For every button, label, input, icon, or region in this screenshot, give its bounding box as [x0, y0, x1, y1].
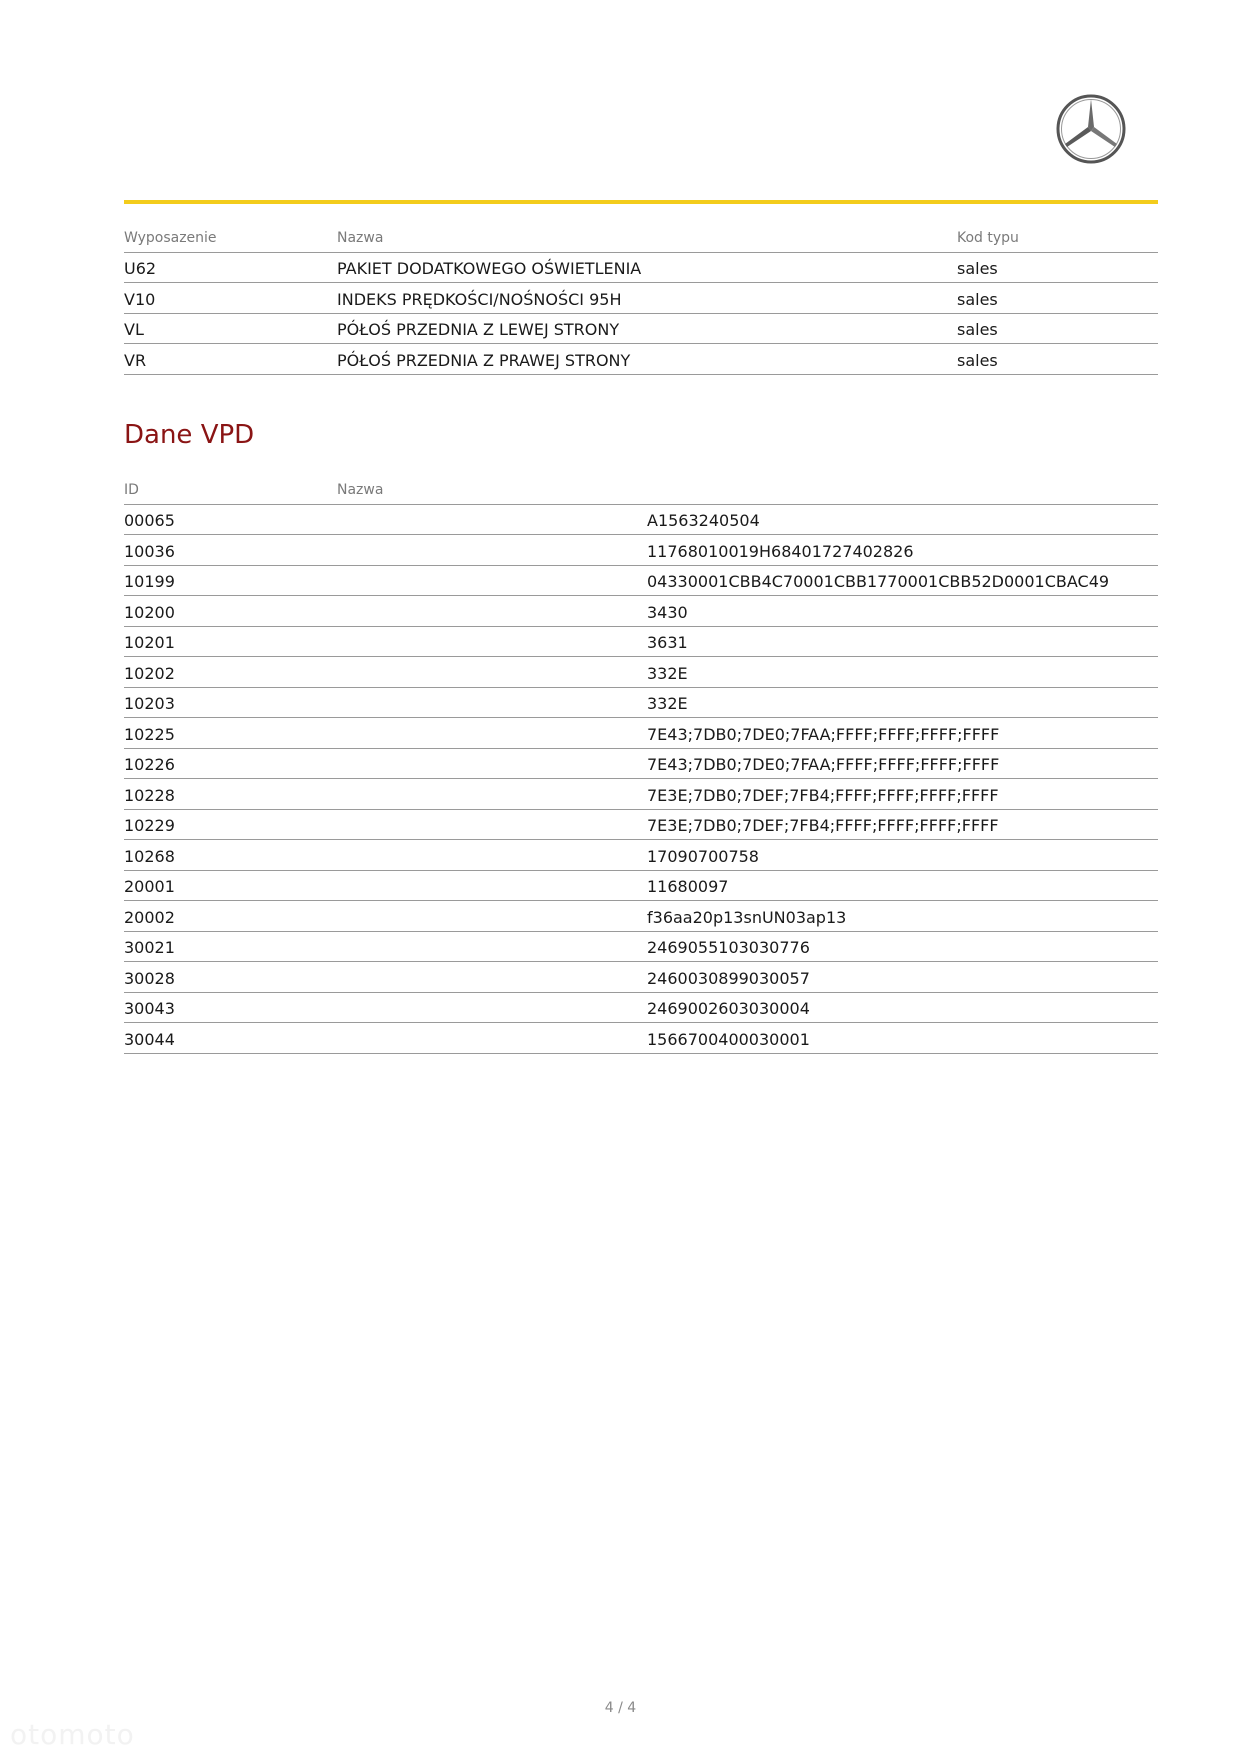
vpd-id-cell: 10202	[124, 657, 337, 688]
vpd-id-cell: 10199	[124, 565, 337, 596]
vpd-row	[124, 1023, 1158, 1054]
vpd-id-cell: 10203	[124, 687, 337, 718]
vpd-name-cell	[337, 687, 647, 718]
vpd-id-cell: 10225	[124, 718, 337, 749]
vpd-value-cell: 332E	[647, 657, 1158, 688]
equipment-row	[124, 283, 1158, 314]
vpd-value-cell: 04330001CBB4C70001CBB1770001CBB52D0001CBAC49	[647, 565, 1158, 596]
vpd-row	[124, 504, 1158, 535]
vpd-value-cell: 332E	[647, 687, 1158, 718]
vpd-name-cell	[337, 870, 647, 901]
vpd-name-cell	[337, 992, 647, 1023]
equipment-type-cell: sales	[957, 252, 1158, 283]
vpd-row	[124, 657, 1158, 688]
vpd-value-cell: 11768010019H68401727402826	[647, 535, 1158, 566]
vpd-value-cell: 3631	[647, 626, 1158, 657]
vpd-value-cell: 2469055103030776	[647, 931, 1158, 962]
vpd-row	[124, 870, 1158, 901]
vpd-id-cell: 30021	[124, 931, 337, 962]
vpd-header-id: ID	[124, 474, 337, 504]
vpd-row	[124, 962, 1158, 993]
vpd-value-cell: 7E43;7DB0;7DE0;7FAA;FFFF;FFFF;FFFF;FFFF	[647, 718, 1158, 749]
vpd-name-cell	[337, 1023, 647, 1054]
vpd-id-cell: 10200	[124, 596, 337, 627]
equipment-header-name: Nazwa	[337, 222, 957, 252]
equipment-type-cell: sales	[957, 283, 1158, 314]
equipment-name-cell: PÓŁOŚ PRZEDNIA Z LEWEJ STRONY	[337, 313, 957, 344]
equipment-name-cell: PAKIET DODATKOWEGO OŚWIETLENIA	[337, 252, 957, 283]
equipment-type-cell: sales	[957, 344, 1158, 375]
vpd-row	[124, 840, 1158, 871]
accent-divider	[124, 200, 1158, 204]
equipment-row	[124, 252, 1158, 283]
equipment-header-code: Wyposazenie	[124, 222, 337, 252]
equipment-code-cell: V10	[124, 283, 337, 314]
equipment-row	[124, 344, 1158, 375]
vpd-row	[124, 809, 1158, 840]
vpd-id-cell: 20001	[124, 870, 337, 901]
vpd-id-cell: 10268	[124, 840, 337, 871]
vpd-id-cell: 20002	[124, 901, 337, 932]
vpd-name-cell	[337, 901, 647, 932]
equipment-table	[124, 222, 1158, 375]
vpd-row	[124, 779, 1158, 810]
vpd-id-cell: 10228	[124, 779, 337, 810]
vpd-value-cell: 1566700400030001	[647, 1023, 1158, 1054]
vpd-row	[124, 687, 1158, 718]
vpd-name-cell	[337, 779, 647, 810]
vpd-value-cell: f36aa20p13snUN03ap13	[647, 901, 1158, 932]
vpd-name-cell	[337, 596, 647, 627]
section-title-vpd: Dane VPD	[124, 420, 255, 450]
vpd-row	[124, 992, 1158, 1023]
vpd-name-cell	[337, 962, 647, 993]
watermark-logo: otomoto	[10, 1718, 135, 1751]
page-number: 4 / 4	[604, 1700, 637, 1716]
vpd-id-cell: 30043	[124, 992, 337, 1023]
vpd-id-cell: 10229	[124, 809, 337, 840]
vpd-name-cell	[337, 809, 647, 840]
equipment-code-cell: VR	[124, 344, 337, 375]
vpd-row	[124, 596, 1158, 627]
equipment-code-cell: U62	[124, 252, 337, 283]
vpd-id-cell: 30044	[124, 1023, 337, 1054]
vpd-id-cell: 00065	[124, 504, 337, 535]
vpd-row	[124, 718, 1158, 749]
vpd-id-cell: 10036	[124, 535, 337, 566]
mercedes-star-icon	[1055, 93, 1127, 165]
vpd-header-row	[124, 474, 1158, 504]
vpd-name-cell	[337, 718, 647, 749]
vpd-id-cell: 10201	[124, 626, 337, 657]
vpd-value-cell: 7E3E;7DB0;7DEF;7FB4;FFFF;FFFF;FFFF;FFFF	[647, 809, 1158, 840]
vpd-row	[124, 565, 1158, 596]
vpd-row	[124, 901, 1158, 932]
vpd-value-cell: 7E43;7DB0;7DE0;7FAA;FFFF;FFFF;FFFF;FFFF	[647, 748, 1158, 779]
vpd-id-cell: 30028	[124, 962, 337, 993]
equipment-header-row	[124, 222, 1158, 252]
vpd-name-cell	[337, 931, 647, 962]
vpd-value-cell: A1563240504	[647, 504, 1158, 535]
equipment-name-cell: PÓŁOŚ PRZEDNIA Z PRAWEJ STRONY	[337, 344, 957, 375]
vpd-row	[124, 626, 1158, 657]
vpd-row	[124, 748, 1158, 779]
vpd-value-cell: 3430	[647, 596, 1158, 627]
vpd-row	[124, 535, 1158, 566]
vpd-header-name: Nazwa	[337, 474, 647, 504]
equipment-name-cell: INDEKS PRĘDKOŚCI/NOŚNOŚCI 95H	[337, 283, 957, 314]
vpd-name-cell	[337, 626, 647, 657]
vpd-table	[124, 474, 1158, 1054]
vpd-value-cell: 17090700758	[647, 840, 1158, 871]
vpd-value-cell: 7E3E;7DB0;7DEF;7FB4;FFFF;FFFF;FFFF;FFFF	[647, 779, 1158, 810]
vpd-value-cell: 11680097	[647, 870, 1158, 901]
vpd-header-value	[647, 474, 1158, 504]
vpd-name-cell	[337, 748, 647, 779]
equipment-row	[124, 313, 1158, 344]
vpd-row	[124, 931, 1158, 962]
vpd-name-cell	[337, 504, 647, 535]
vpd-name-cell	[337, 535, 647, 566]
vpd-name-cell	[337, 657, 647, 688]
equipment-code-cell: VL	[124, 313, 337, 344]
equipment-header-type: Kod typu	[957, 222, 1158, 252]
vpd-id-cell: 10226	[124, 748, 337, 779]
vpd-value-cell: 2460030899030057	[647, 962, 1158, 993]
vpd-name-cell	[337, 840, 647, 871]
equipment-type-cell: sales	[957, 313, 1158, 344]
vpd-value-cell: 2469002603030004	[647, 992, 1158, 1023]
vpd-name-cell	[337, 565, 647, 596]
